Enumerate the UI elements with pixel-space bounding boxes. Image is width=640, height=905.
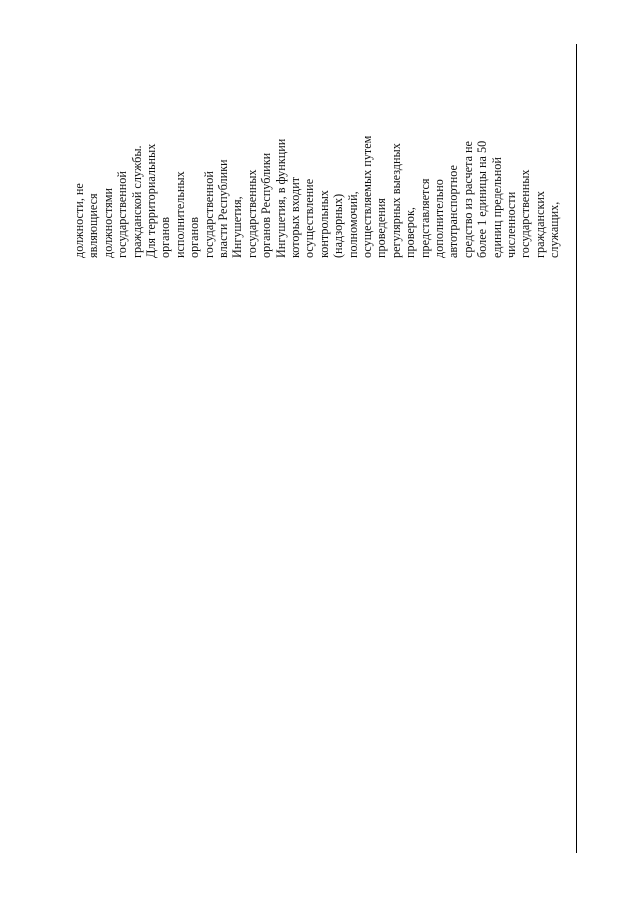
cell-text-line: органов [158,217,173,258]
cell-text-line: осуществляемых путем [360,135,374,258]
cell-text-line: которых входит [288,176,302,258]
cell-text-line: дополнительно [432,179,446,258]
cell-text-line: единиц предельной [489,157,504,258]
cell-text-line: численности [504,191,518,258]
cell-text-line: Ингушетия, в функции [273,138,288,258]
cell-text-line: власти Республики [216,159,230,258]
cell-text-line: государственной [201,171,216,258]
cell-text-line: государственной [115,171,130,258]
cell-text-line: представляется [417,178,432,258]
cell-text-line: полномочий, [345,191,360,258]
cell-text-line: регулярных выездных [388,143,403,258]
cell-text-line: (надзорных) [331,193,346,258]
cell-text-line: автотранспортное [446,165,461,258]
cell-text-line: проверок, [403,207,418,258]
cell-text-line: государственных [244,169,259,258]
cell-text-line: должности, не [72,183,86,258]
rotated-table-cell [72,118,562,258]
cell-text-line: служащих, [547,201,562,258]
cell-text-line: гражданских [532,190,547,258]
table-border-line [576,44,577,853]
cell-text-line: более 1 единицы на 50 [475,140,490,258]
cell-text-line: Для территориальных [144,143,158,258]
cell-text-line: органов [187,217,202,258]
cell-text-line: осуществление [302,178,317,258]
cell-text-line: должностями [100,188,115,258]
cell-text-line: исполнительных [172,171,187,258]
cell-text-line: контрольных [316,190,331,258]
cell-text-line: являющиеся [86,193,101,258]
cell-text-line: органов Республики [259,152,274,258]
cell-text-line: государственных [518,169,533,258]
cell-text-line: средство из расчета не [460,141,475,258]
cell-text-line: проведения [374,198,389,258]
cell-text-line: Ингушетия, [230,196,245,258]
cell-text-line: гражданской службы. [129,145,144,258]
